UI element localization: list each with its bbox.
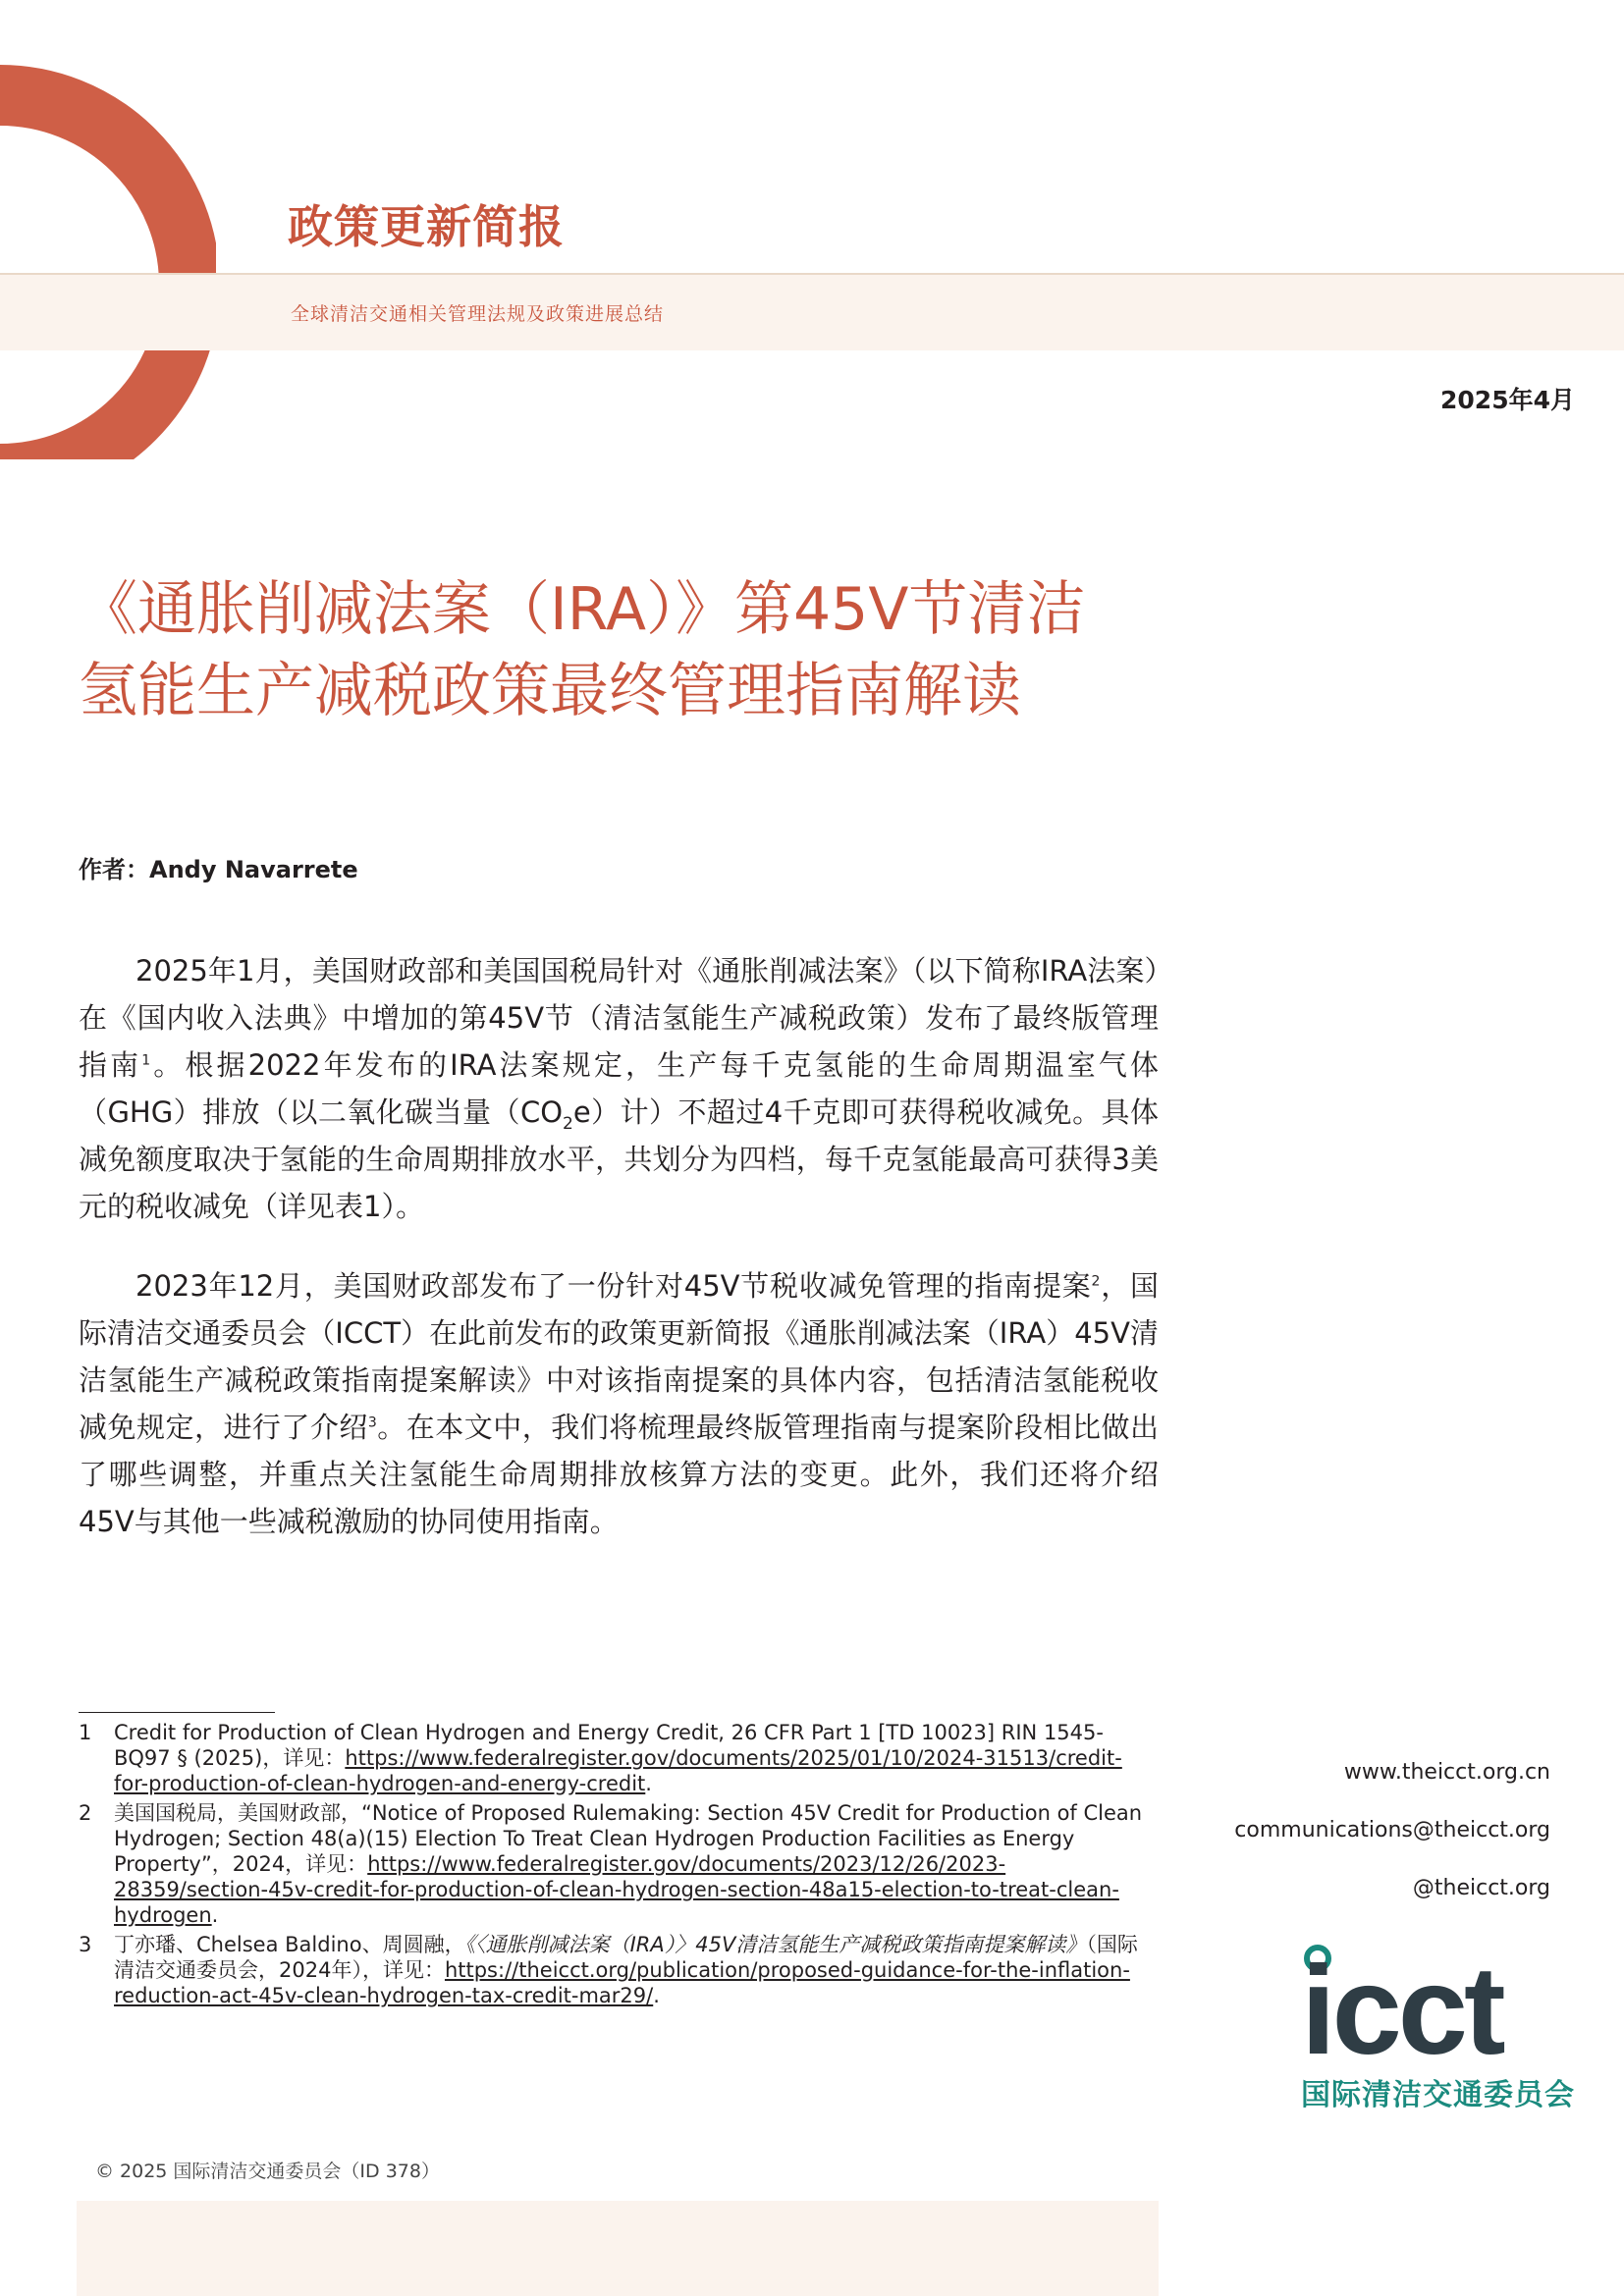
footnote-ref-2[interactable]: 2 (1091, 1273, 1101, 1290)
website-link[interactable]: www.theicct.org.cn (1343, 1760, 1550, 1785)
logo-wordmark: icct (1301, 1944, 1502, 2081)
brief-type-title: 政策更新简报 (288, 200, 565, 253)
body-paragraph-2: 2023年12月，美国财政部发布了一份针对45V节税收减免管理的指南提案$^2$，国际清洁交通委员会（ICCT）在此前发布的政策更新简报《通胀削减法案（IRA）45V清洁氢能生产减税政策指南提案解读》中对该指南提案的具体内容，包括清洁氢能税收减免规定，进行了介绍$^3$。在本文中，我们将梳理最终版管理指南与提案阶段相比做出了哪些调整，并重点关注氢能生命周期排放核算方法的变更。此外，我们还将介绍45V与其他一些减税激励的协同使用指南。 (79, 1269, 1159, 1538)
footnotes (79, 1720, 1149, 2012)
footnote-link[interactable]: https://www.federalregister.gov/documents/2023/12/26/2023-28359/section-45v-credit-for-production-of-clean-hydrogen-section-48a15-election-to-treat-clean-hydrogen (114, 1852, 1119, 1927)
author-line (79, 850, 358, 884)
document-title (79, 569, 1178, 732)
footnote-link[interactable]: https://www.federalregister.gov/documents/2025/01/10/2024-31513/credit-for-production-of-clean-hydrogen-and-energy-credit (114, 1746, 1122, 1795)
copyright-notice: © 2025 国际清洁交通委员会（ID 378） (95, 2161, 440, 2182)
email-link[interactable]: communications@theicct.org (1234, 1818, 1550, 1842)
footnote-item: 3 丁亦璠、Chelsea Baldino、周圆融，《〈通胀削减法案（IRA）〉45V清洁氢能生产减税政策指南提案解读》（国际清洁交通委员会，2024年），详见：https://theicct.org/publication/proposed-guidance-for-the-inflation-reduction-act-45v-clean-hydrogen-tax-credit-mar29/. (79, 1933, 1138, 2007)
publication-date: 2025年4月 (1440, 386, 1575, 414)
footnote-item: 2 美国国税局，美国财政部，“Notice of Proposed Rulemaking: Section 45V Credit for Production of Clean Hydrogen; Section 48(a)(15) Election To Treat Clean Hydrogen Production Facilities as Energy Property”，2024，详见：https://www.federalregister.gov/documents/2023/12/26/2023-28359/section-45v-credit-for-production-of-clean-hydrogen-section-48a15-election-to-treat-clean-hydrogen. (79, 1801, 1143, 1927)
footnote-divider (79, 1712, 275, 1713)
footnote-link[interactable]: https://theicct.org/publication/proposed-guidance-for-the-inflation-reduction-act-45v-clean-hydrogen-tax-credit-mar29/ (114, 1958, 1130, 2007)
title-line-2: 氢能生产减税政策最终管理指南解读 (79, 657, 1021, 725)
body-paragraph-1: 2025年1月，美国财政部和美国国税局针对《通胀削减法案》（以下简称IRA法案）在《国内收入法典》中增加的第45V节（清洁氢能生产减税政策）发布了最终版管理指南$^1$。根据2022年发布的IRA法案规定，生产每千克氢能的生命周期温室气体（GHG）排放（以二氧化碳当量$(CO_2e)$计）不超过4千克即可获得税收减免。具体减免额度取决于氢能的生命周期排放水平，共划分为四档，每千克氢能最高可获得3美元的税收减免（详见表1）。 (79, 954, 1160, 1223)
footnote-ref-1[interactable]: 1 (141, 1052, 151, 1069)
logo-chinese-name: 国际清洁交通委员会 (1301, 2078, 1575, 2112)
footnote-item: 1 Credit for Production of Clean Hydrogen and Energy Credit, 26 CFR Part 1 [TD 10023] RIN 1545-BQ97 § (2025)，详见：https://www.federalregister.gov/documents/2025/01/10/2024-31513/credit-for-production-of-clean-hydrogen-and-energy-credit. (79, 1721, 1122, 1795)
social-handle[interactable]: @theicct.org (1412, 1876, 1550, 1900)
author-name: Andy Navarrete (149, 856, 358, 883)
footnote-ref-3[interactable]: 3 (367, 1415, 377, 1431)
author-label: 作者： (79, 856, 149, 883)
decorative-arc (0, 47, 216, 459)
bottom-band (77, 2201, 1159, 2296)
header-band (0, 275, 1624, 350)
brief-type-subtitle: 全球清洁交通相关管理法规及政策进展总结 (291, 303, 665, 325)
title-line-1: 《通胀削减法案（IRA）》第45V节清洁 (79, 575, 1086, 644)
